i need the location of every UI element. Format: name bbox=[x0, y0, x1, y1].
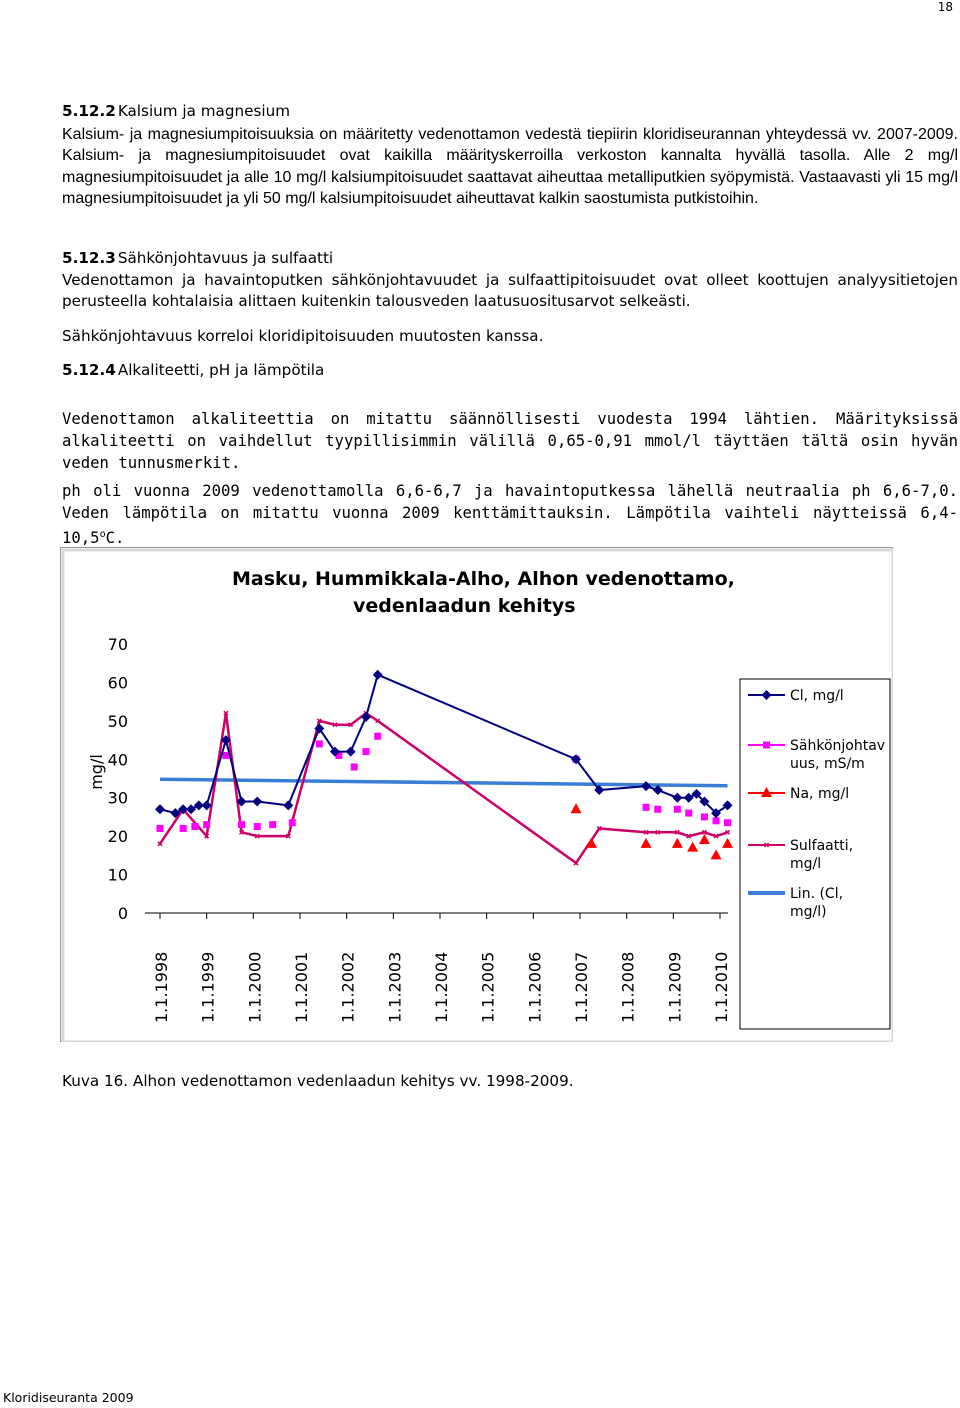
y-tick-label: 50 bbox=[107, 711, 128, 731]
section-number: 5.12.3 bbox=[62, 249, 116, 267]
x-tick-label: 1.1.2004 bbox=[432, 951, 451, 1023]
y-tick-label: 30 bbox=[107, 788, 128, 808]
x-tick-label: 1.1.2002 bbox=[338, 951, 358, 1023]
y-tick-label: 10 bbox=[107, 865, 128, 885]
section-title: Kalsium ja magnesium bbox=[117, 102, 291, 120]
legend-label: Cl, mg/l bbox=[790, 688, 844, 704]
x-tick-label: 1.1.2010 bbox=[712, 951, 731, 1023]
legend-label: mg/l) bbox=[790, 904, 827, 920]
y-tick-label: 70 bbox=[107, 635, 128, 654]
x-tick-label: 1.1.2000 bbox=[245, 951, 265, 1023]
section-title: Sähkönjohtavuus ja sulfaatti bbox=[117, 249, 334, 267]
paragraph-conductivity-sulfate: Vedenottamon ja havaintoputken sähkönjohtavuudet ja sulfaattipitoisuudet ovat olleet koottujen analyysitietojen perusteella kohtalaisia alittaen kuitenkin talousveden laatusuositusarvot selkeästi. bbox=[62, 271, 958, 311]
legend-label: mg/l bbox=[790, 856, 822, 872]
x-tick-label: 1.1.1998 bbox=[152, 951, 171, 1023]
degree-superscript: o bbox=[99, 529, 106, 540]
page-number: 18 bbox=[937, 0, 953, 14]
data-point bbox=[203, 821, 210, 828]
data-point bbox=[685, 810, 692, 817]
x-tick-label: 1.1.2009 bbox=[665, 951, 685, 1023]
x-tick-label: 1.1.2007 bbox=[572, 951, 591, 1023]
data-point bbox=[191, 823, 198, 830]
section-heading-conductivity-sulfate bbox=[62, 248, 333, 269]
legend-label: Lin. (Cl, bbox=[790, 886, 844, 902]
x-tick-label: 1.1.2001 bbox=[292, 951, 311, 1023]
legend-label: uus, mS/m bbox=[790, 756, 865, 772]
paragraph-calcium-magnesium: Kalsium- ja magnesiumpitoisuuksia on määritetty vedenottamon vedestä tiepiirin kloridiseurannan yhteydessä vv. 2007-2009. Kalsium- ja magnesiumpitoisuudet ovat kaikilla määrityskerroilla verkoston kannalta hyvällä tasolla. Alle 2 mg/l magnesiumpitoisuudet ja alle 10 mg/l kalsiumpitoisuudet saattavat aiheuttaa metalliputkien syöpymistä. Vastaavasti yli 15 mg/l magnesiumpitoisuudet ja yli 50 mg/l kalsiumpitoisuudet aiheuttavat kalkin saostumista putkistoihin. bbox=[62, 126, 958, 208]
page-footer: Kloridiseuranta 2009 bbox=[3, 1390, 134, 1405]
x-tick-label: 1.1.2006 bbox=[525, 951, 545, 1023]
data-point bbox=[254, 823, 261, 830]
figure-caption: Kuva 16. Alhon vedenottamon vedenlaadun kehitys vv. 1998-2009. bbox=[62, 1072, 574, 1090]
x-tick-label: 1.1.2003 bbox=[385, 951, 405, 1023]
section-number: 5.12.4 bbox=[62, 361, 116, 379]
section-heading-calcium-magnesium bbox=[62, 101, 290, 122]
water-quality-chart bbox=[60, 547, 893, 1042]
y-axis-label: mg/l bbox=[87, 754, 106, 790]
ph-temperature-text: ph oli vuonna 2009 vedenottamolla 6,6-6,7 ja havaintoputkessa lähellä neutraalia ph 6,6-7,0. Veden lämpötila on mitattu vuonna 2009 kenttämittauksin. Lämpötila vaihteli näytteissä 6,4-10,5 bbox=[62, 482, 958, 548]
data-point bbox=[238, 821, 245, 828]
chart-title-line1: Masku, Hummikkala-Alho, Alhon vedenottamo, bbox=[232, 568, 735, 590]
paragraph-ph-temperature bbox=[62, 480, 958, 549]
chart-title-line2: vedenlaadun kehitys bbox=[353, 595, 576, 617]
x-tick-label: 1.1.2005 bbox=[478, 951, 498, 1023]
legend-label: Na, mg/l bbox=[790, 786, 850, 802]
data-point bbox=[351, 763, 358, 770]
section-heading-alkalinity-ph-temperature bbox=[62, 360, 324, 381]
data-point bbox=[374, 733, 381, 740]
data-point bbox=[362, 748, 369, 755]
y-tick-label: 0 bbox=[117, 904, 128, 923]
section-number: 5.12.2 bbox=[62, 102, 116, 120]
paragraph-conductivity-correlation: Sähkönjohtavuus korreloi kloridipitoisuuden muutosten kanssa. bbox=[62, 327, 544, 345]
data-point bbox=[701, 813, 708, 820]
data-point bbox=[269, 821, 276, 828]
x-tick-label: 1.1.2008 bbox=[618, 951, 638, 1023]
legend-label: Sähkönjohtav bbox=[790, 738, 886, 754]
section-title: Alkaliteetti, pH ja lämpötila bbox=[117, 361, 325, 379]
data-point bbox=[157, 825, 164, 832]
celsius-unit: C. bbox=[105, 529, 125, 548]
legend-box bbox=[740, 679, 890, 1029]
data-point bbox=[674, 806, 681, 813]
legend-swatch-marker bbox=[763, 742, 770, 749]
x-tick-label: 1.1.1999 bbox=[198, 951, 218, 1023]
legend-label: Sulfaatti, bbox=[790, 838, 854, 854]
data-point bbox=[713, 817, 720, 824]
data-point bbox=[654, 806, 661, 813]
data-point bbox=[180, 825, 187, 832]
data-point bbox=[316, 740, 323, 747]
y-tick-label: 20 bbox=[107, 827, 128, 847]
data-point bbox=[643, 804, 650, 811]
data-point bbox=[724, 819, 731, 826]
paragraph-alkalinity: Vedenottamon alkaliteettia on mitattu säännöllisesti vuodesta 1994 lähtien. Määrityksissä alkaliteetti on vaihdellut tyypillisimmin välillä 0,65-0,91 mmol/l täyttäen tältä osin hyvän veden tunnusmerkit. bbox=[62, 410, 958, 472]
data-point bbox=[289, 819, 296, 826]
y-tick-label: 60 bbox=[107, 673, 128, 693]
y-tick-label: 40 bbox=[107, 750, 128, 770]
